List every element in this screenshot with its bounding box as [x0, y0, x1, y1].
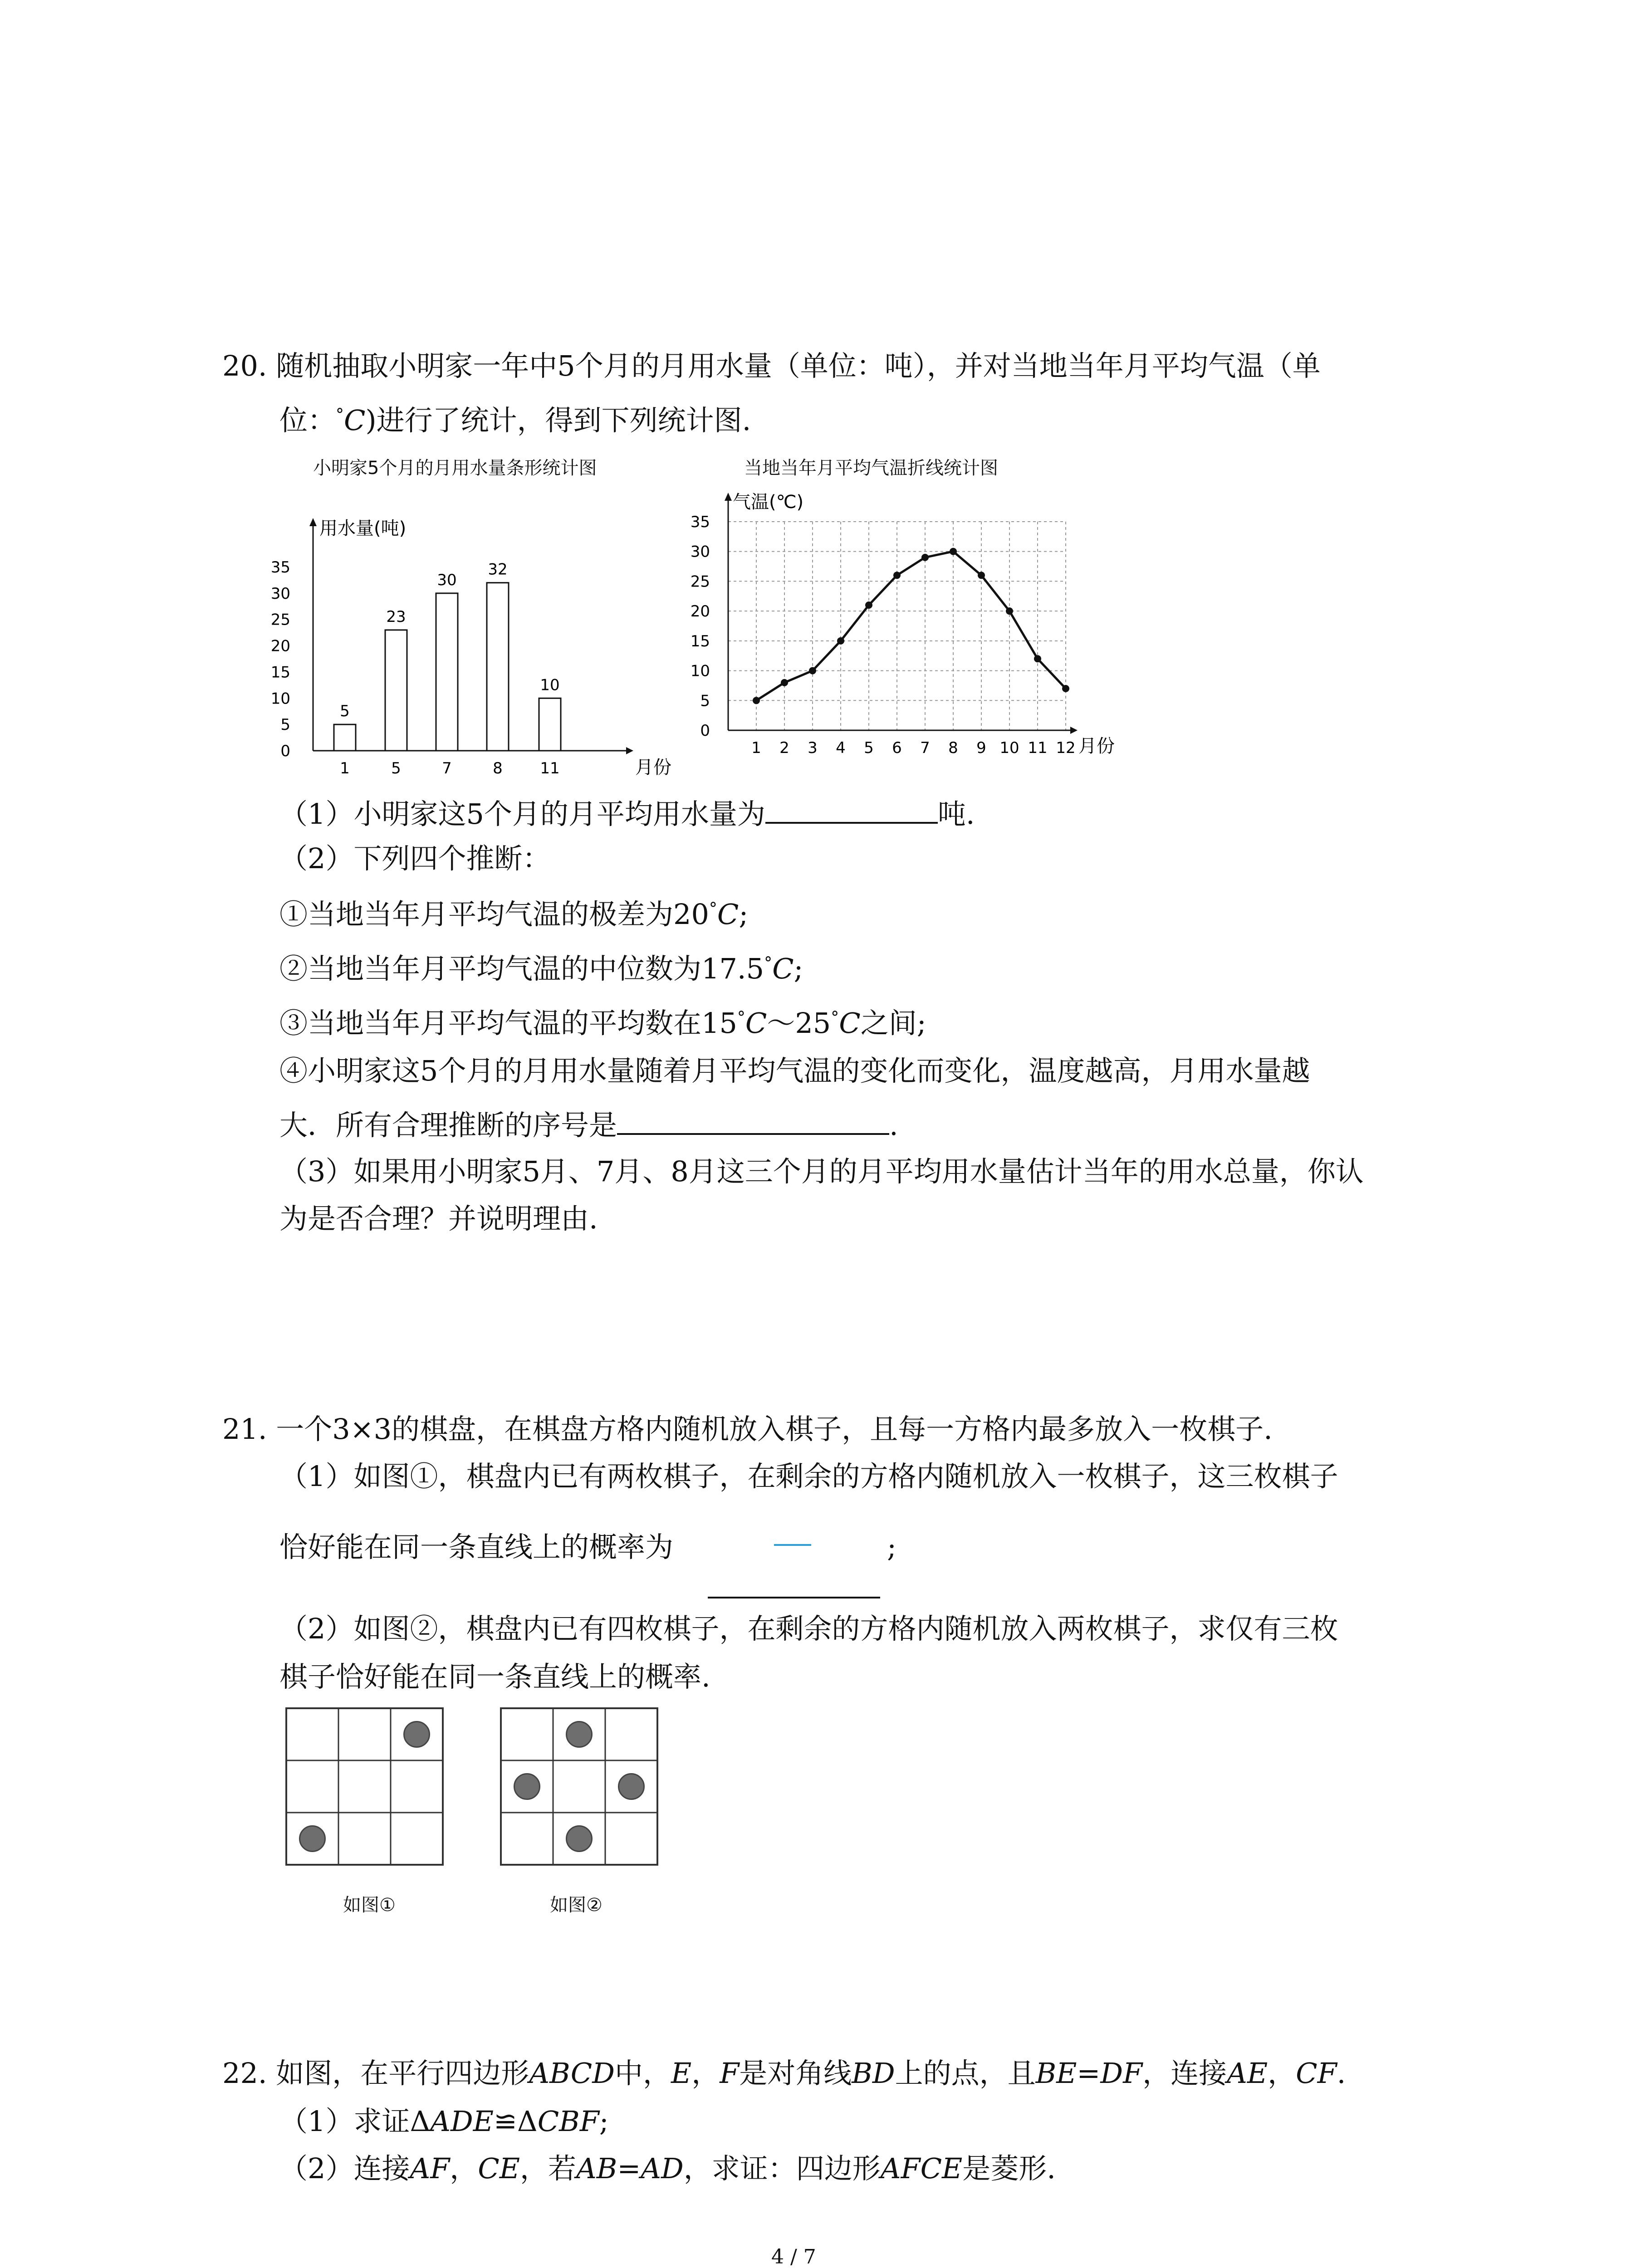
q22-var: ABCD	[529, 2057, 615, 2090]
bar	[385, 630, 407, 751]
y-tick-label: 20	[690, 602, 710, 621]
data-point	[837, 637, 844, 645]
line-chart	[653, 485, 1134, 794]
q22-text: ，若	[519, 2152, 576, 2185]
y-tick-label: 25	[690, 572, 710, 591]
celsius-c: C	[772, 952, 794, 985]
y-tick-label: 10	[690, 662, 710, 680]
x-tick-label: 1	[340, 759, 350, 777]
board-figure-2	[498, 1706, 661, 1869]
x-tick-label: 11	[540, 759, 560, 777]
y-tick-label: 25	[270, 611, 290, 629]
chess-piece	[404, 1722, 430, 1747]
bar-value-label: 32	[488, 560, 508, 579]
y-tick-label: 0	[280, 742, 290, 760]
temperature-line	[756, 552, 1066, 701]
x-tick-label: 7	[920, 739, 930, 757]
q22-part1	[279, 2107, 609, 2136]
celsius-c: C	[344, 404, 366, 437]
q21-part1: （1）如图①，棋盘内已有两枚棋子，在剩余的方格内随机放入一枚棋子，这三枚棋子	[279, 1460, 1338, 1493]
bar-value-label: 23	[386, 607, 406, 626]
q22-text: 是对角线	[739, 2057, 852, 2090]
q22-text: 中，	[614, 2057, 671, 2090]
q22-text: ，求证：四边形	[683, 2152, 881, 2185]
data-point	[950, 548, 957, 555]
q22-var: AB=AD	[576, 2152, 684, 2185]
x-tick-label: 9	[976, 739, 986, 757]
statement4-end: .	[889, 1109, 898, 1142]
page-number: 4 / 7	[771, 2245, 816, 2268]
q20-statement1	[279, 900, 748, 929]
bar-value-label: 5	[340, 702, 350, 721]
celsius-c: C	[839, 1007, 861, 1040]
q22-var: AF	[410, 2152, 450, 2185]
q20-statement2	[279, 952, 803, 985]
q22-var: AFCE	[880, 2152, 963, 2185]
data-point	[978, 572, 985, 579]
q22-text: 上的点，且	[895, 2057, 1036, 2090]
statement1-text: ①当地当年月平均气温的极差为20	[279, 898, 709, 931]
q20-statement4: ④小明家这5个月的月用水量随着月平均气温的变化而变化，温度越高，月用水量越	[279, 1054, 1310, 1087]
q21-part1-cont-text: 恰好能在同一条直线上的概率为	[279, 1530, 674, 1564]
q22-var: CBF	[537, 2105, 599, 2138]
y-tick-label: 35	[690, 513, 710, 531]
statement3-range: ～25	[767, 1007, 831, 1040]
chess-piece	[300, 1826, 325, 1852]
y-axis-arrow	[725, 493, 732, 501]
data-point	[921, 554, 929, 561]
data-point	[893, 572, 901, 579]
bar-value-label: 10	[540, 676, 560, 694]
chess-piece	[567, 1826, 592, 1852]
q22-line1	[222, 2057, 1346, 2090]
q22-var: ADE	[430, 2105, 494, 2138]
y-tick-label: 0	[700, 722, 710, 740]
q21-line1: 21. 一个3×3的棋盘，在棋盘方格内随机放入棋子，且每一方格内最多放入一枚棋子.	[222, 1413, 1273, 1446]
degree-sign: °	[831, 1008, 839, 1027]
answer-blank[interactable]	[617, 1110, 889, 1135]
y-tick-label: 30	[270, 584, 290, 603]
q22-var: BD	[852, 2057, 895, 2090]
celsius-c: C	[745, 1007, 767, 1040]
q21-part2-line2: 棋子恰好能在同一条直线上的概率.	[279, 1660, 710, 1693]
chess-piece	[514, 1774, 540, 1799]
x-axis-arrow	[1070, 727, 1078, 734]
q22-var: BE=DF	[1035, 2057, 1143, 2090]
x-tick-label: 8	[948, 739, 958, 757]
data-point	[1006, 607, 1013, 615]
q22-text: ，	[1268, 2057, 1296, 2090]
q20-part1-unit: 吨.	[937, 797, 975, 831]
bar-chart-title: 小明家5个月的月用水量条形统计图	[313, 458, 597, 479]
q22-text: ，连接	[1142, 2057, 1227, 2090]
board2-caption: 如图②	[550, 1895, 603, 1916]
fraction-bar	[774, 1544, 811, 1546]
x-tick-label: 7	[442, 759, 452, 777]
x-tick-label: 8	[493, 759, 503, 777]
q20-line2-end: )进行了统计，得到下列统计图.	[365, 404, 751, 437]
y-tick-label: 15	[270, 663, 290, 682]
x-axis-label: 月份	[1078, 736, 1115, 757]
bar	[539, 698, 561, 751]
x-tick-label: 4	[836, 739, 846, 757]
y-axis-label: 用水量(吨)	[319, 518, 407, 539]
q22-var: AE	[1227, 2057, 1268, 2090]
y-tick-label: 20	[270, 637, 290, 655]
x-axis-arrow	[626, 747, 633, 754]
q22-var: E	[671, 2057, 692, 2090]
y-tick-label: 35	[270, 558, 290, 577]
y-axis-label: 气温(℃)	[733, 492, 804, 513]
q22-text: （1）求证Δ	[279, 2105, 431, 2138]
q22-text: 22. 如图，在平行四边形	[222, 2057, 529, 2090]
x-tick-label: 12	[1056, 739, 1076, 757]
q20-statement4-cont	[279, 1109, 898, 1142]
q22-text: 是菱形.	[962, 2152, 1056, 2185]
y-tick-label: 5	[280, 716, 290, 734]
chess-piece	[567, 1722, 592, 1747]
x-tick-label: 2	[779, 739, 789, 757]
x-tick-label: 5	[864, 739, 874, 757]
y-tick-label: 30	[690, 543, 710, 561]
x-tick-label: 6	[892, 739, 902, 757]
q21-part2-line1: （2）如图②，棋盘内已有四枚棋子，在剩余的方格内随机放入两枚棋子，求仅有三枚	[279, 1612, 1338, 1645]
q20-part1-text: （1）小明家这5个月的月平均用水量为	[279, 797, 765, 831]
q22-part2	[279, 2152, 1056, 2185]
answer-blank[interactable]	[765, 798, 938, 824]
q22-text: （2）连接	[279, 2152, 410, 2185]
q20-part1	[279, 797, 975, 831]
degree-sign: °	[737, 1008, 745, 1027]
q20-line2-part: 位：	[279, 404, 336, 437]
q20-statement3	[279, 1007, 926, 1040]
degree-sign: °	[764, 954, 773, 973]
statement1-end: ;	[739, 898, 749, 931]
y-tick-label: 10	[270, 689, 290, 708]
x-tick-label: 3	[808, 739, 818, 757]
x-axis-label: 月份	[635, 757, 671, 778]
x-tick-label: 1	[751, 739, 761, 757]
board-figure-1	[284, 1706, 447, 1869]
bar	[436, 593, 458, 751]
statement2-end: ;	[794, 952, 803, 985]
bar	[487, 583, 509, 751]
statement3-end: 之间;	[860, 1007, 926, 1040]
statement2-text: ②当地当年月平均气温的中位数为17.5	[279, 952, 764, 985]
q22-var: CE	[478, 2152, 520, 2185]
q22-text: ，	[450, 2152, 478, 2185]
q22-text: ;	[599, 2105, 609, 2138]
data-point	[809, 667, 816, 675]
statement3-text: ③当地当年月平均气温的平均数在15	[279, 1007, 737, 1040]
q21-part1-end: ;	[887, 1530, 896, 1564]
y-axis-arrow	[309, 518, 317, 526]
q22-var: F	[720, 2057, 740, 2090]
q20-line2	[279, 406, 751, 435]
data-point	[1034, 655, 1041, 662]
x-tick-label: 5	[391, 759, 401, 777]
data-point	[865, 601, 872, 609]
celsius-c: C	[717, 898, 739, 931]
statement4-question: 大．所有合理推断的序号是	[279, 1109, 617, 1142]
x-tick-label: 10	[999, 739, 1019, 757]
data-point	[753, 697, 760, 704]
data-point	[1062, 685, 1069, 692]
degree-sign: °	[336, 406, 344, 425]
bar-value-label: 30	[437, 571, 457, 589]
q20-part3-line2: 为是否合理？并说明理由.	[279, 1202, 598, 1235]
bar	[334, 724, 356, 751]
degree-sign: °	[709, 899, 717, 919]
board1-caption: 如图①	[343, 1895, 396, 1916]
q20-part2: （2）下列四个推断：	[279, 842, 551, 875]
q22-text: ≌Δ	[493, 2105, 538, 2138]
q22-var: CF	[1296, 2057, 1337, 2090]
answer-blank[interactable]	[708, 1597, 880, 1598]
q22-text: ，	[691, 2057, 720, 2090]
data-point	[781, 679, 788, 686]
q21-part1-cont	[279, 1530, 674, 1564]
q20-line1: 20. 随机抽取小明家一年中5个月的月用水量（单位：吨），并对当地当年月平均气温（单	[222, 349, 1321, 382]
x-tick-label: 11	[1028, 739, 1048, 757]
q20-part3-line1: （3）如果用小明家5月、7月、8月这三个月的月平均用水量估计当年的用水总量，你认	[279, 1155, 1364, 1188]
q22-text: .	[1337, 2057, 1346, 2090]
y-tick-label: 15	[690, 632, 710, 650]
line-chart-title: 当地当年月平均气温折线统计图	[744, 458, 998, 479]
bar-chart	[268, 508, 671, 789]
chess-piece	[619, 1774, 644, 1799]
y-tick-label: 5	[700, 692, 710, 710]
